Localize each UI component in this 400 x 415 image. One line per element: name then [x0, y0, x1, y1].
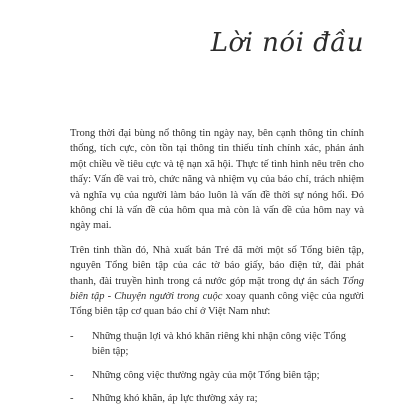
bullet-text: Những thuận lợi và khó khăn riêng khi nhận công việc Tổng biên tập; [92, 330, 346, 358]
paragraph-text: Trong thời đại bùng nổ thông tin ngày nay, bên cạnh thông tin chính thống, tích cực, còn tồn tại thông tin thiếu tính chính xác, phản ánh một chiều về tiêu cực và tệ nạn xã hội. Thực tế tình hình nêu trên cho thấy: Vấn đề vai trò, chức năng và nhiệm vụ của báo chí, trách nhiệm và nghĩa vụ của người làm báo luôn là vấn đề thời sự nóng hổi. Đó không chỉ là vấn đề của hôm qua mà còn là vấn đề của hôm nay và ngày mai. [70, 128, 364, 232]
bullet-item [70, 368, 364, 383]
paragraph-container [70, 126, 364, 320]
page-title: Lời nói đầu [210, 28, 364, 58]
body-text [70, 126, 364, 415]
bullet-item [70, 391, 364, 406]
bullet-text: Những công việc thường ngày của một Tổng biên tập; [92, 369, 320, 381]
bullet-marker: - [70, 393, 74, 405]
bullet-item [70, 329, 364, 360]
bullet-marker: - [70, 330, 74, 342]
paragraph [70, 243, 364, 320]
book-title-italic: Tổng biên tập - Chuyện người trong cuộc [70, 275, 364, 303]
paragraph-text: Trên tinh thần đó, Nhà xuất bản Trẻ đã mời một số Tổng biên tập, nguyên Tổng biên tập của các tờ báo giấy, báo điện tử, đài phát thanh, đài truyền hình trong cả nước góp mặt trong dự án sách [70, 244, 364, 287]
bullet-text: Những khó khăn, áp lực thường xảy ra; [92, 393, 258, 405]
paragraph [70, 126, 364, 234]
bullet-marker: - [70, 369, 74, 381]
bullet-list [70, 329, 364, 407]
paragraph-text: xoay quanh công việc của người Tổng biên tập cơ quan báo chí ở Việt Nam như: [70, 291, 365, 318]
